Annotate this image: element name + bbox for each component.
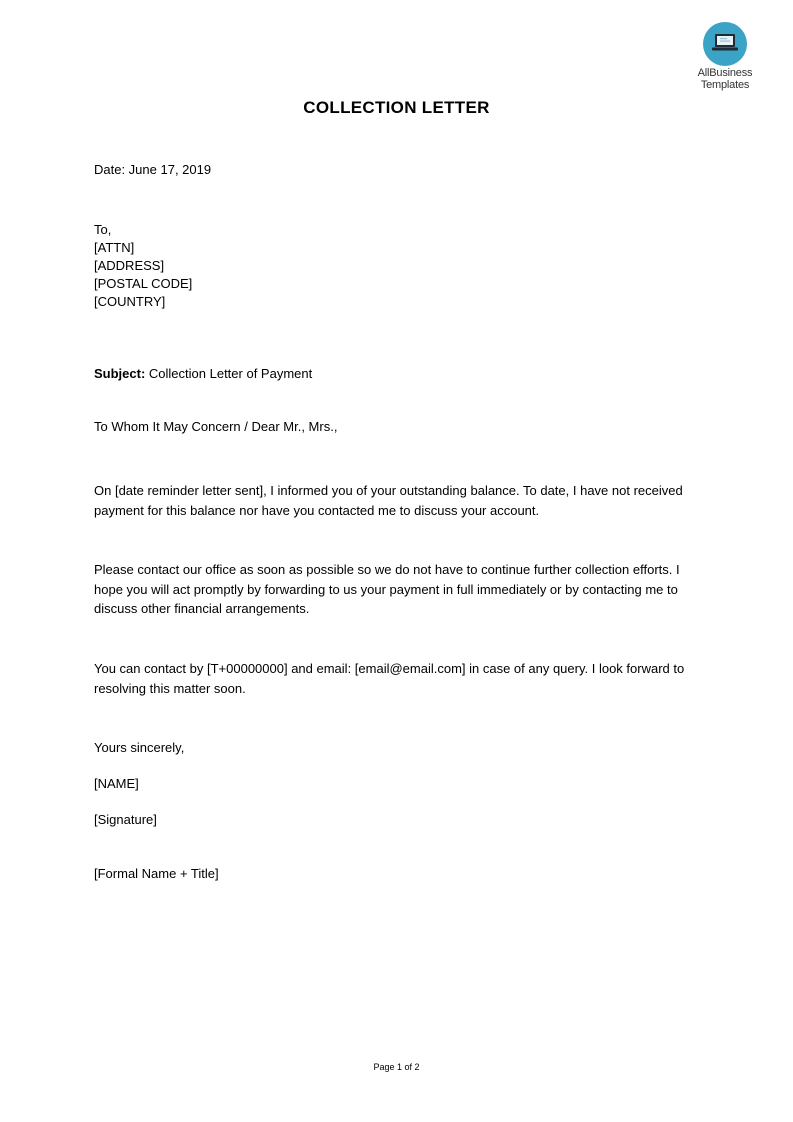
body-paragraph-1: On [date reminder letter sent], I informed you of your outstanding balance. To date, I have not received payment for this balance nor have you contacted me to discuss your account. xyxy=(94,483,683,518)
subject-label: Subject: xyxy=(94,366,146,381)
date-line: Date: June 17, 2019 xyxy=(94,162,212,177)
laptop-icon xyxy=(710,32,740,54)
closing-formal-name: [Formal Name + Title] xyxy=(94,866,219,881)
subject-line xyxy=(94,365,312,383)
subject-text: Collection Letter of Payment xyxy=(145,366,313,381)
logo-badge xyxy=(703,22,747,66)
body-paragraph-2: Please contact our office as soon as possible so we do not have to continue further collection efforts. I hope you will act promptly by forwarding to us your payment in full immediately or by contacting me to discuss other financial arrangements. xyxy=(94,562,680,616)
logo-wordmark xyxy=(690,67,760,91)
document-title: COLLECTION LETTER xyxy=(303,98,490,117)
recipient-address: [ADDRESS] xyxy=(94,258,165,273)
company-logo xyxy=(690,22,760,91)
recipient-attn: [ATTN] xyxy=(94,240,135,255)
recipient-to: To, xyxy=(94,222,112,237)
body-paragraph-3: You can contact by [T+00000000] and email: [email@email.com] in case of any query. I look forward to resolving this matter soon. xyxy=(94,661,685,696)
salutation: To Whom It May Concern / Dear Mr., Mrs., xyxy=(94,419,338,434)
recipient-country: [COUNTRY] xyxy=(94,294,166,309)
recipient-postal-code: [POSTAL CODE] xyxy=(94,276,193,291)
logo-line-1: AllBusiness xyxy=(697,67,753,79)
closing-signature: [Signature] xyxy=(94,812,157,827)
logo-line-2: Templates xyxy=(700,79,750,91)
closing-name: [NAME] xyxy=(94,776,139,791)
closing-sign-off: Yours sincerely, xyxy=(94,740,185,755)
page-number-footer: Page 1 of 2 xyxy=(373,1062,420,1072)
